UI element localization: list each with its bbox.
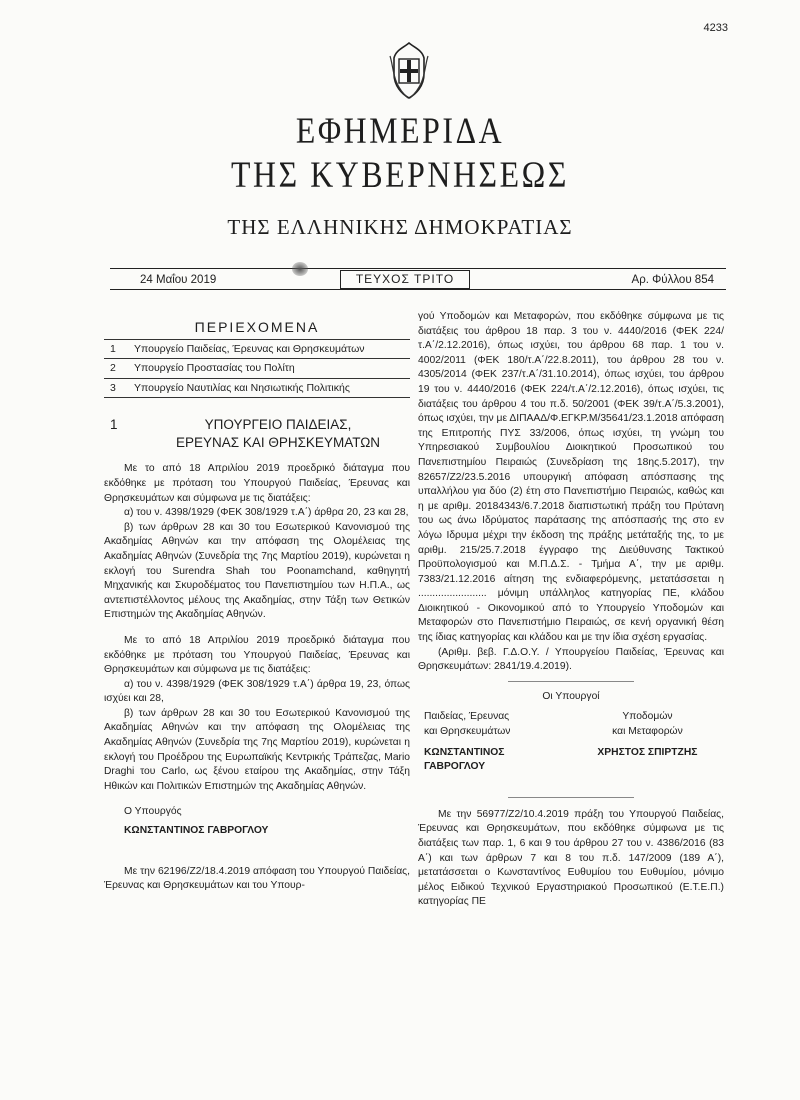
issue-series-box: ΤΕΥΧΟΣ ΤΡΙΤΟ (340, 270, 470, 289)
signature-left-ministry: Παιδείας, Έρευνας (424, 711, 510, 723)
contents-item-num: 1 (110, 342, 116, 355)
signatures (418, 710, 724, 774)
gazette-subtitle: ΤΗΣ ΚΥΒΕΡΝΗΣΕΩΣ (230, 155, 569, 196)
signature-left-name: ΚΩΝΣΤΑΝΤΙΝΟΣ ΓΑΒΡΟΓΛΟΥ (424, 746, 505, 773)
page-number: 4233 (703, 22, 728, 34)
separator (508, 797, 634, 798)
decree2-intro: Με το από 18 Απριλίου 2019 προεδρικό διάταγμα που εκδόθηκε με πρόταση του Υπουργού Παιδείας, Έρευνας και Θρησκευμάτων και σύμφωνα με τις διατάξεις: (104, 634, 410, 676)
ministers-heading: Οι Υπουργοί (542, 690, 600, 702)
section-number: 1 (110, 417, 118, 433)
section-heading (104, 416, 410, 452)
decree1-point-a: α) του ν. 4398/1929 (ΦΕΚ 308/1929 τ.Α΄) άρθρα 20, 23 και 28, (124, 507, 409, 519)
gazette-title: ΕΦΗΜΕΡΙΔΑ (295, 111, 505, 152)
decision3-start: Με την 62196/Ζ2/18.4.2019 απόφαση του Υπουργού Παιδείας, Έρευνας και Θρησκευμάτων και του Υπουρ- (104, 865, 410, 892)
signature-right (577, 710, 718, 774)
section-title-line1: ΥΠΟΥΡΓΕΙΟ ΠΑΙΔΕΙΑΣ, (204, 417, 352, 433)
issue-date: 24 Μαΐου 2019 (140, 274, 217, 286)
signature-left (424, 710, 565, 774)
contents-item-text: Υπουργείο Παιδείας, Έρευνας και Θρησκευμάτων (134, 342, 365, 355)
contents-heading: ΠΕΡΙΕΧΟΜΕΝΑ (194, 319, 320, 335)
contents-item (104, 340, 410, 360)
decision3-continued: γού Υποδομών και Μεταφορών, που εκδόθηκε σύμφωνα με τις διατάξεις του άρθρου 18 παρ. 3 του ν. 4440/2016 (ΦΕΚ 224/τ.Α΄/2.12.2016), όπως ισχύει, του άρθρου 68 παρ. 1 του ν. 4002/2011 (ΦΕΚ 180/τ.Α΄/22.8.2011), του άρθρου 28 του ν. 4305/2014 (ΦΕΚ 237/τ.Α΄/31.10.2014), όπως ισχύει, του άρθρου 19 του ν. 4440/2016 (ΦΕΚ 224/τ.Α΄/2.12.2016), όπως ισχύει, τις διατάξεις του άρθρου 4 του π.δ. 50/2001 (ΦΕΚ 39/τ.Α΄/5.3.2001), όπως ισχύει, την με ΔΙΠΑΑΔ/Φ.ΕΓΚΡ.Μ/35641/23.1.2018 απόφαση της Επιτροπής ΠΥΣ 33/2006, όπως ισχύει, τη γνώμη του Υπηρεσιακού Συμβουλίου Διοικητικού Προσωπικού του Πανεπιστημίου Πειραιώς (Συνεδρίαση της 18ης.5.2017), την 82657/Ζ2/23.5.2016 υπουργική απόφαση απόσπασης της υπαλλήλου για δύο (2) έτη στο Πανεπιστήμιο Πειραιώς, καθώς και η με αριθμ. 20184343/6.7.2018 διαπιστωτική πράξη του Πρύτανη του ως άνω Ιδρύματος παράτασης της απόσπασής της στο εν λόγω Ιδρυμα μέχρι την έκδοση της πράξης μετάταξής της, το με αριθμ. 215/25.7.2018 έγγραφο της Διεύθυνσης Τακτικού Προϋπολογισμού και Μ.Π.Δ.Σ. - Τμήμα Α΄, την με αριθμ. 7383/21.12.2016 αίτηση της ενδιαφερόμενης, μετατάσσεται η ........................ μόνιμη υπάλληλος κατηγορίας ΠΕ, κλάδου Διοικητικού - Οικονομικού από το Υπουργείο Υποδομών και Μεταφορών στο Πανεπιστήμιο Πειραιώς, σε κενή οργανική θέση της ίδιας κατηγορίας και κλάδου και με την ίδια σχέση εργασίας. (418, 311, 724, 644)
contents-item-num: 3 (110, 381, 116, 394)
section-title (148, 416, 408, 452)
signer-title: Ο Υπουργός (124, 806, 182, 818)
act4-text: Με την 56977/Ζ2/10.4.2019 πράξη του Υπουργού Παιδείας, Έρευνας και Θρησκευμάτων, που εκδόθηκε σύμφωνα με τις διατάξεις των παρ. 1, 6 και 9 του άρθρου 27 του ν. 4386/2016 (83 Α΄) και των άρθρων 7 και 8 του π.δ. 147/2009 (189 Α΄), μετατάσσεται ο Κωνσταντίνος Ευθυμίου του Ευθυμίου, μόνιμο μέλος Ειδικού Τεχνικού Εργαστηριακού Προσωπικού (Ε.Τ.Ε.Π.) κατηγορίας ΠΕ (418, 808, 724, 908)
signature-left-ministry-2: και Θρησκευμάτων (424, 726, 511, 738)
decree1-point-b: β) των άρθρων 28 και 30 του Εσωτερικού Κανονισμού της Ακαδημίας Αθηνών και την απόφαση της Ολομέλειας της Ακαδημίας Αθηνών (Συνεδρία της 7ης Μαρτίου 2019), κυρώνεται η εκλογή του Surendra Shah του Poonamchand, καθηγητή Μηχανικής και Σκυροδέματος του Πανεπιστημίου των Η.Π.Α., ως αντεπιστέλλοντος μέλους της Ακαδημίας, στην Τάξη των Θετικών Επιστημών της Ακαδημίας Αθηνών. (104, 521, 410, 621)
sheet-number: Αρ. Φύλλου 854 (631, 274, 714, 286)
contents-list (104, 339, 410, 399)
right-column (418, 310, 724, 910)
decree2-point-a: α) του ν. 4398/1929 (ΦΕΚ 308/1929 τ.Α΄) άρθρα 19, 23, όπως ισχύει και 28, (104, 678, 410, 705)
greek-coat-of-arms-icon (386, 40, 432, 100)
contents-item (104, 359, 410, 379)
section-title-line2: ΕΡΕΥΝΑΣ ΚΑΙ ΘΡΗΣΚΕΥΜΑΤΩΝ (175, 435, 381, 451)
contents-item-num: 2 (110, 362, 116, 375)
left-column (104, 310, 410, 894)
contents-item-text: Υπουργείο Προστασίας του Πολίτη (134, 362, 295, 375)
contents-item (104, 379, 410, 399)
signer-name: ΚΩΝΣΤΑΝΤΙΝΟΣ ΓΑΒΡΟΓΛΟΥ (124, 825, 269, 837)
decision3-reference: (Αριθμ. βεβ. Γ.Δ.Ο.Υ. / Υπουργείου Παιδείας, Έρευνας και Θρησκευμάτων: 2841/19.4.2019). (418, 646, 724, 673)
contents-item-text: Υπουργείο Ναυτιλίας και Νησιωτικής Πολιτικής (134, 381, 350, 394)
separator (508, 681, 634, 682)
signature-right-ministry: Υποδομών (622, 711, 673, 723)
ink-mark (292, 262, 308, 276)
signature-right-ministry-2: και Μεταφορών (612, 726, 683, 738)
signature-right-name: ΧΡΗΣΤΟΣ ΣΠΙΡΤΖΗΣ (597, 746, 698, 758)
republic-title: ΤΗΣ ΕΛΛΗΝΙΚΗΣ ΔΗΜΟΚΡΑΤΙΑΣ (227, 215, 573, 239)
header-rule-bottom (110, 289, 726, 290)
decree1-intro: Με το από 18 Απριλίου 2019 προεδρικό διάταγμα που εκδόθηκε με πρόταση του Υπουργού Παιδείας, Έρευνας και Θρησκευμάτων και σύμφωνα με τις διατάξεις: (104, 463, 410, 504)
header-rule-top (110, 268, 726, 269)
decree2-point-b: β) των άρθρων 28 και 30 του Εσωτερικού Κανονισμού της Ακαδημίας Αθηνών και την απόφαση της Ολομέλειας της Ακαδημίας Αθηνών (Συνεδρία της 7ης Μαρτίου 2019), κυρώνεται η εκλογή του Προέδρου της Ευρωπαϊκής Κεντρικής Τράπεζας, Mario Draghi του Carlo, ως ξένου εταίρου της Ακαδημίας, στην Τάξη Ηθικών και Πολιτικών Επιστημών της Ακαδημίας Αθηνών. (104, 707, 410, 792)
